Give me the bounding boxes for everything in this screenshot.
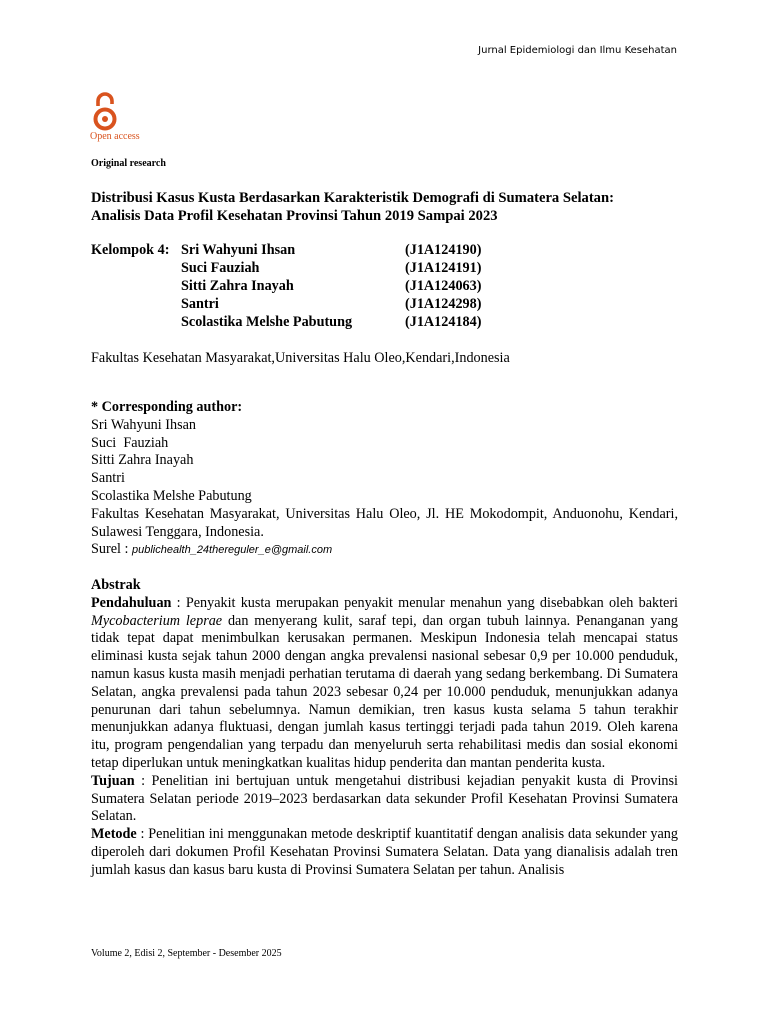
author-id: (J1A124184): [405, 314, 482, 330]
title-line-2: Analisis Data Profil Kesehatan Provinsi Tahun 2019 Sampai 2023: [91, 208, 498, 224]
article-title: [91, 189, 691, 225]
affiliation: Fakultas Kesehatan Masyarakat,Universitas Halu Oleo,Kendari,Indonesia: [91, 350, 510, 366]
group-label: Kelompok 4:: [91, 242, 170, 258]
author-row: [91, 296, 481, 314]
author-name: Sri Wahyuni Ihsan: [181, 242, 296, 258]
email-line: [91, 541, 678, 560]
author-row: [91, 242, 481, 260]
author-id: (J1A124190): [405, 242, 482, 258]
title-line-1: Distribusi Kasus Kusta Berdasarkan Karakteristik Demografi di Sumatera Selatan:: [91, 190, 614, 206]
author-id: (J1A124298): [405, 296, 482, 312]
abstract-section: [91, 577, 678, 880]
author-name: Scolastika Melshe Pabutung: [181, 314, 353, 330]
pendahuluan-text-b: dan menyerang kulit, saraf tepi, dan organ tubuh lainnya. Penanganan yang tidak tepat dapat menimbulkan kerusakan permanen. Meskipun Indonesia telah mencapai status eliminasi kusta sejak tahun 2000 dengan angka prevalensi nasional sebesar 0,9 per 10.000 penduduk, namun kasus kusta masih menjadi perhatian terutama di daerah yang sedang berkembang. Di Sumatera Selatan, angka prevalensi pada tahun 2023 sebesar 0,24 per 10.000 penduduk, menunjukkan adanya penurunan dari tahun sebelumnya. Namun demikian, tren kasus kusta selama 5 tahun terakhir menunjukkan adanya fluktuasi, dengan jumlah kasus tertinggi terjadi pada tahun 2019. Oleh karena itu, program pengendalian yang terpadu dan menyeluruh serta rehabilitasi medis dan sosial ekonomi tetap diperlukan untuk meningkatkan kualitas hidup penderita dan mantan penderita kusta.: [91, 612, 678, 771]
metode-text: : Penelitian ini menggunakan metode deskriptif kuantitatif dengan analisis data sekunder yang diperoleh dari dokumen Profil Kesehatan Provinsi Sumatera Selatan. Data yang dianalisis adalah tren jumlah kasus dan kasus baru kusta di Provinsi Sumatera Selatan per tahun. Analisis: [91, 826, 678, 878]
email-link[interactable]: publichealth_24thereguler_e@gmail.com: [131, 544, 333, 557]
abstract-heading: Abstrak: [91, 577, 141, 593]
corresponding-address: Fakultas Kesehatan Masyarakat, Universitas Halu Oleo, Jl. HE Mokodompit, Anduonohu, Kendari, Sulawesi Tenggara, Indonesia.: [91, 505, 678, 540]
corresponding-author-block: [91, 399, 678, 560]
corresponding-heading: * Corresponding author:: [91, 399, 243, 415]
tujuan-label: Tujuan: [91, 772, 135, 789]
pendahuluan-species: Mycobacterium leprae: [91, 612, 223, 629]
abstract-pendahuluan: [91, 595, 678, 773]
abstract-metode: [91, 826, 678, 879]
open-access-lock-icon: [92, 92, 118, 132]
author-id: (J1A124063): [405, 278, 482, 294]
tujuan-text: : Penelitian ini bertujuan untuk mengetahui distribusi kejadian penyakit kusta di Provinsi Sumatera Selatan periode 2019–2023 berdasarkan data sekunder Profil Kesehatan Provinsi Sumatera Selatan.: [91, 772, 678, 825]
author-group: [91, 242, 481, 332]
author-name: Suci Fauziah: [181, 260, 260, 276]
journal-name: Jurnal Epidemiologi dan Ilmu Kesehatan: [478, 45, 677, 56]
pendahuluan-text-a: : Penyakit kusta merupakan penyakit menular menahun yang disebabkan oleh bakteri: [171, 594, 678, 611]
author-row: [91, 314, 481, 332]
author-name: Sitti Zahra Inayah: [181, 278, 294, 294]
corresponding-name: Scolastika Melshe Pabutung: [91, 487, 252, 504]
article-type: Original research: [91, 158, 166, 169]
corresponding-name: Sitti Zahra Inayah: [91, 452, 194, 469]
corresponding-name: Santri: [91, 470, 125, 487]
pendahuluan-label: Pendahuluan: [91, 594, 172, 611]
corresponding-name: Sri Wahyuni Ihsan: [91, 416, 196, 433]
author-table: [91, 242, 481, 332]
author-row: [91, 278, 481, 296]
author-row: [91, 260, 481, 278]
email-label: Surel :: [91, 541, 129, 558]
corresponding-name: Suci Fauziah: [91, 434, 169, 451]
author-name: Santri: [181, 296, 219, 312]
page-footer: Volume 2, Edisi 2, September - Desember 2025: [91, 948, 282, 959]
metode-label: Metode: [91, 826, 137, 843]
abstract-tujuan: [91, 773, 678, 826]
open-access-label: Open access: [90, 131, 140, 142]
author-id: (J1A124191): [405, 260, 482, 276]
